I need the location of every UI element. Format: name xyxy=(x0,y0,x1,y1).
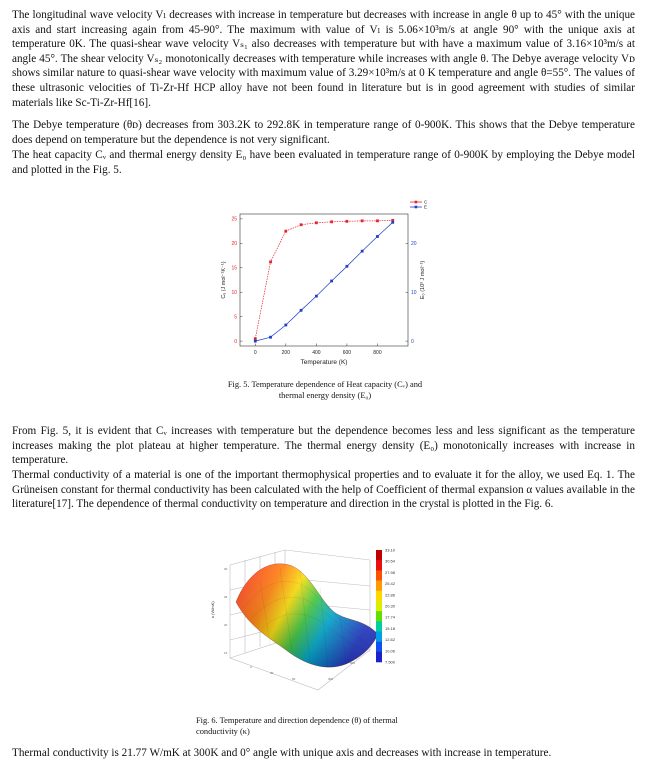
fig6-colorbar xyxy=(376,548,396,665)
fig5-point-c-4 xyxy=(315,221,318,224)
fig6-caption-line1: Fig. 6. Temperature and direction dependence (θ) of thermal xyxy=(196,716,398,725)
fig5-y2-tick-label-0: 0 xyxy=(411,338,414,345)
fig6-colorbar-segment-0 xyxy=(376,550,382,560)
fig5-point-c-8 xyxy=(376,219,379,222)
fig5-point-e-7 xyxy=(361,250,364,253)
fig5-point-c-6 xyxy=(346,220,349,223)
fig6-colorbar-tick-7: 15.18 xyxy=(385,625,396,631)
fig6-colorbar-segment-4 xyxy=(376,591,382,601)
fig6-colorbar-tick-9: 10.06 xyxy=(385,648,396,654)
fig5-y2-tick-label-1: 10 xyxy=(411,290,417,297)
fig6-colorbar-segment-1 xyxy=(376,560,382,570)
fig5-caption xyxy=(180,380,470,401)
fig5-y2-axis-label: E₀ (10³ J mol⁻¹) xyxy=(420,260,426,300)
svg-text:60: 60 xyxy=(292,677,296,681)
paragraph-velocities: The longitudinal wave velocity Vₗ decreases with increase in temperature but decreases with increase in angle θ up to 45° with the unique axis and start increasing again from 45-90°. The maximum with value of Vₗ is 5.06×10³m/s at angle 90° with the unique axis at temperature 0K. The quasi-shear wave velocity Vₛ₁ also decreases with temperature but with have a maximum value of 3.16×10³m/s at angle 45°. The shear velocity Vₛ₂ monotonically decreases with temperature while increases with angle θ. The Debye average velocity Vᴅ shows similar nature to quasi-shear wave velocity with maximum value of 3.29×10³m/s at 0 K temperature and angle θ=55°. The values of these ultrasonic velocities of Ti-Zr-Hf HCP alloy have not been found in literature but is in good agreement with studies of similar materials like Sc-Ti-Zr-Hf[16]. xyxy=(12,9,635,109)
fig5-y-tick-label-4: 20 xyxy=(231,241,237,248)
fig5-x-tick-label-1: 200 xyxy=(281,350,290,356)
fig5-y-tick-label-5: 25 xyxy=(231,216,237,223)
fig6-colorbar-tick-1: 30.54 xyxy=(385,558,396,564)
fig6-colorbar-tick-6: 17.74 xyxy=(385,614,396,620)
fig5-y-tick-label-1: 5 xyxy=(234,314,237,321)
fig5-point-e-6 xyxy=(346,265,349,268)
fig5-y-tick-label-3: 15 xyxy=(231,265,237,272)
svg-text:600: 600 xyxy=(350,661,356,665)
fig6-caption xyxy=(196,716,436,737)
fig5-point-e-3 xyxy=(300,309,303,312)
fig5-x-tick-label-4: 800 xyxy=(373,350,382,356)
fig5-legend-label-1: E xyxy=(424,204,428,210)
fig5-plot-frame xyxy=(240,214,408,346)
fig5-point-e-2 xyxy=(284,324,287,327)
fig6-colorbar-segment-3 xyxy=(376,581,382,591)
fig5-x-tick-label-3: 600 xyxy=(342,350,352,356)
fig6-colorbar-tick-10: 7.500 xyxy=(385,659,396,665)
fig5-legend-label-0: C xyxy=(424,199,428,205)
fig5-x-tick-label-0: 0 xyxy=(253,350,257,356)
fig5-chart xyxy=(210,196,442,376)
fig5-point-e-4 xyxy=(315,295,318,298)
fig6-colorbar-segment-2 xyxy=(376,570,382,580)
fig6-caption-line2: conductivity (κ) xyxy=(196,726,250,736)
fig5-y-tick-label-2: 10 xyxy=(231,290,237,297)
fig5-series-line-c xyxy=(255,220,392,338)
paragraph-fig5-discussion: From Fig. 5, it is evident that Cᵥ increases with temperature but the dependence becomes less and less significant as the temperature increases making the plot plateau at higher temperature. The thermal energy density (E₀) monotonically increases with increase in temperature. xyxy=(12,425,635,467)
fig5-x-axis-label: Temperature (K) xyxy=(300,359,348,366)
svg-text:30: 30 xyxy=(270,671,274,675)
fig6-colorbar-tick-0: 33.10 xyxy=(385,547,396,553)
fig5-series-line-e xyxy=(255,222,392,341)
fig5-point-e-0 xyxy=(254,340,257,343)
fig5-point-c-5 xyxy=(330,220,333,223)
fig6-surface-plot xyxy=(200,540,460,720)
svg-text:20: 20 xyxy=(224,623,228,627)
svg-text:300: 300 xyxy=(328,677,334,681)
fig6-colorbar-segment-7 xyxy=(376,621,382,631)
svg-text:15: 15 xyxy=(224,651,228,655)
fig6-colorbar-tick-3: 25.42 xyxy=(385,581,396,587)
fig6-colorbar-segment-10 xyxy=(376,652,382,662)
fig5-caption-line2: thermal energy density (E₀) xyxy=(278,390,372,400)
fig6-colorbar-segment-9 xyxy=(376,642,382,652)
paragraph-thermal-conductivity: Thermal conductivity of a material is one of the important thermophysical properties and to evaluate it for the alloy, we used Eq. 1. The Grüneisen constant for thermal conductivity has been calculated with the help of Coefficient of thermal expansion α values available in the literature[17]. The dependence of thermal conductivity on temperature and direction in the crystal is plotted in the Fig. 6. xyxy=(12,469,635,511)
fig6-colorbar-tick-5: 20.30 xyxy=(385,603,396,609)
fig6-colorbar-tick-4: 22.86 xyxy=(385,592,396,598)
svg-text:0: 0 xyxy=(250,665,252,669)
paragraph-conductivity-value: Thermal conductivity is 21.77 W/mK at 300K and 0° angle with unique axis and decreases with increase in temperature. xyxy=(12,747,552,759)
fig5-point-c-1 xyxy=(269,261,272,264)
paragraph-heat-capacity-intro: The heat capacity Cᵥ and thermal energy density E₀ have been evaluated in temperature range of 0-900K by employing the Debye model and plotted in the Fig. 5. xyxy=(12,149,635,176)
fig5-point-c-3 xyxy=(300,223,303,226)
fig6-colorbar-tick-2: 27.98 xyxy=(385,569,396,575)
fig5-point-e-9 xyxy=(391,221,394,224)
fig5-point-e-8 xyxy=(376,235,379,238)
svg-text:30: 30 xyxy=(224,567,228,571)
fig5-point-c-2 xyxy=(284,230,287,233)
fig6-colorbar-segment-5 xyxy=(376,601,382,611)
fig5-x-tick-label-2: 400 xyxy=(312,350,321,356)
fig5-y-tick-label-0: 0 xyxy=(234,338,237,345)
fig5-y2-tick-label-2: 20 xyxy=(411,241,417,248)
fig5-y-axis-label: Cᵥ (J mol⁻¹K⁻¹) xyxy=(221,261,227,299)
paragraph-debye-temperature: The Debye temperature (θᴅ) decreases from 303.2K to 292.8K in temperature range of 0-900K. This shows that the Debye temperature does depend on temperature but the dependence is not very significant. xyxy=(12,119,635,146)
fig6-colorbar-tick-8: 12.62 xyxy=(385,637,396,643)
fig5-legend-marker-1 xyxy=(415,206,418,209)
fig5-point-e-1 xyxy=(269,336,272,339)
fig5-point-e-5 xyxy=(330,280,333,283)
fig6-colorbar-segment-6 xyxy=(376,611,382,621)
fig5-point-c-0 xyxy=(254,337,257,340)
svg-text:25: 25 xyxy=(224,595,228,599)
fig6-colorbar-segment-8 xyxy=(376,631,382,641)
fig5-legend-marker-0 xyxy=(415,201,418,204)
fig6-z-axis-label: κ (W/mK) xyxy=(210,601,215,618)
fig5-caption-line1: Fig. 5. Temperature dependence of Heat capacity (Cᵥ) and xyxy=(227,380,423,389)
fig5-point-c-7 xyxy=(361,219,364,222)
